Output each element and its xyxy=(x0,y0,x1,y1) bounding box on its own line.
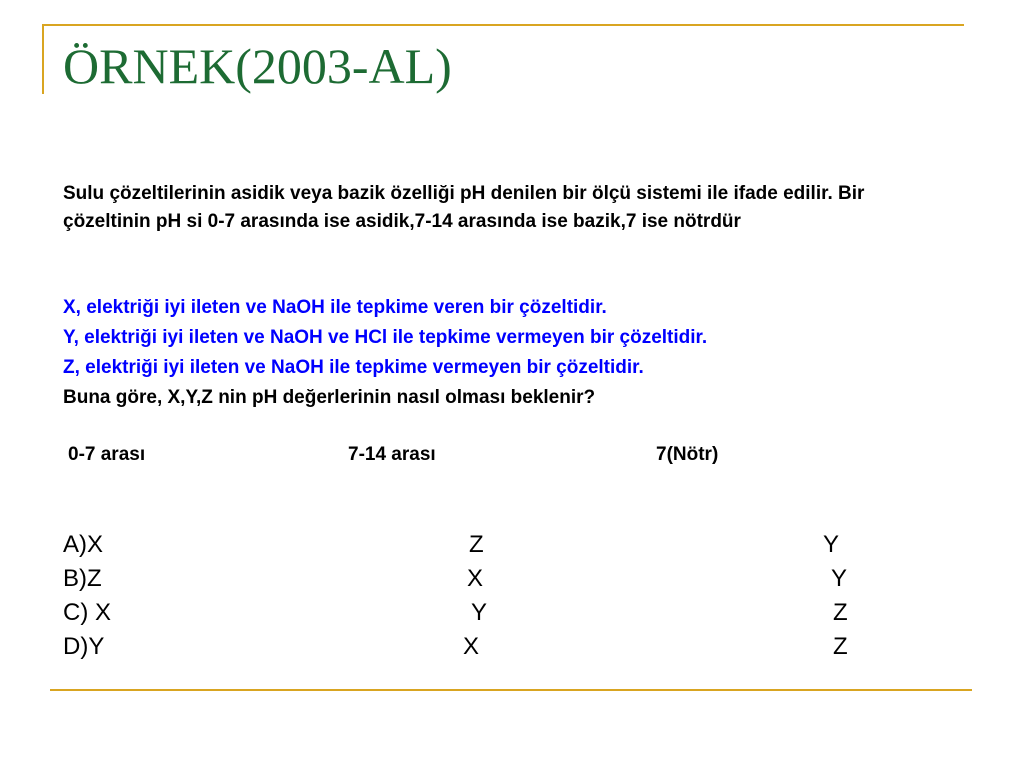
frame-top-border xyxy=(42,24,964,26)
option-c-label: C) X xyxy=(63,599,111,626)
header-acidic: 0-7 arası xyxy=(68,444,146,465)
option-b-label: B)Z xyxy=(63,565,102,592)
header-neutral: 7(Nötr) xyxy=(656,444,719,465)
option-d-col2: X xyxy=(463,633,480,660)
statement-z: Z, elektriği iyi ileten ve NaOH ile tepkime vermeyen bir çözeltidir. xyxy=(63,357,644,378)
question-text: Buna göre, X,Y,Z nin pH değerlerinin nasıl olması beklenir? xyxy=(63,387,596,408)
slide-title: ÖRNEK(2003-AL) xyxy=(63,38,452,94)
statement-x: X, elektriği iyi ileten ve NaOH ile tepkime veren bir çözeltidir. xyxy=(63,297,607,318)
option-a-label: A)X xyxy=(63,531,104,558)
frame-left-border xyxy=(42,24,44,94)
option-c-col3: Z xyxy=(833,599,848,626)
option-b-col3: Y xyxy=(831,565,848,592)
option-c-col2: Y xyxy=(471,599,488,626)
frame-bottom-border xyxy=(50,689,972,691)
statement-y: Y, elektriği iyi ileten ve NaOH ve HCl ile tepkime vermeyen bir çözeltidir. xyxy=(63,327,708,348)
option-d-col3: Z xyxy=(833,633,848,660)
option-a-col2: Z xyxy=(469,531,484,558)
option-b-col2: X xyxy=(467,565,484,592)
option-a-col3: Y xyxy=(823,531,840,558)
header-basic: 7-14 arası xyxy=(348,444,436,465)
intro-paragraph: Sulu çözeltilerinin asidik veya bazik özelliği pH denilen bir ölçü sistemi ile ifade edilir. Bir çözeltinin pH si 0-7 arasında ise asidik,7-14 arasında ise bazik,7 ise nötrdür xyxy=(63,183,865,232)
option-d-label: D)Y xyxy=(63,633,105,660)
